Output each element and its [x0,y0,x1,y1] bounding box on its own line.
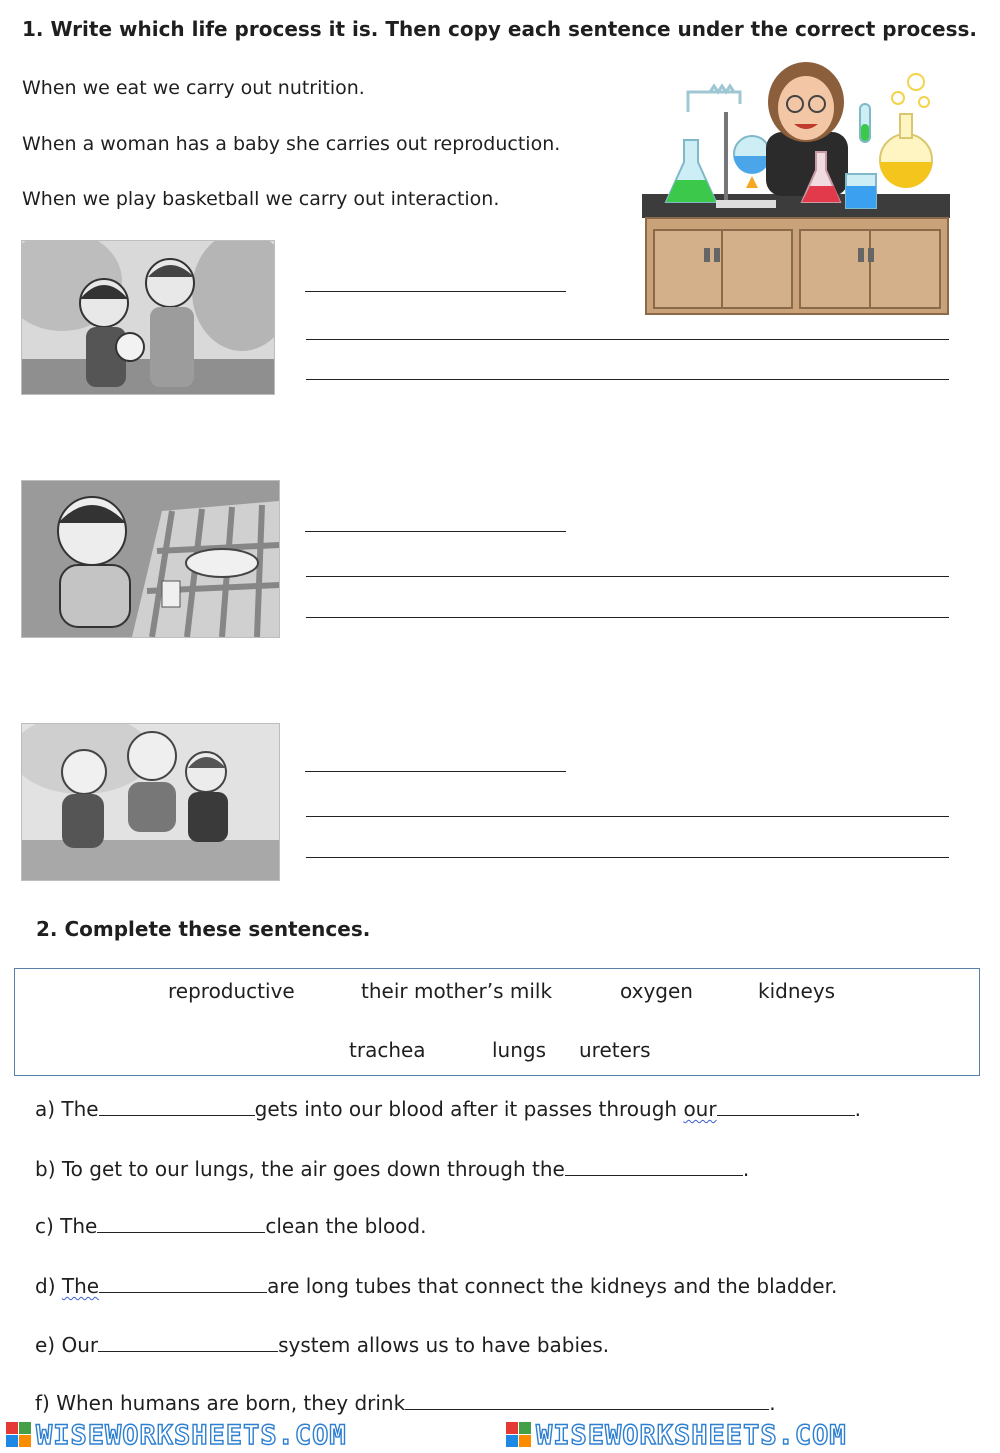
exercise-c-text-end: clean the blood. [265,1214,427,1238]
word-lungs: lungs [492,1038,547,1062]
scientist-lab-illustration [640,52,950,316]
exercise-b-text-end: . [742,1157,750,1181]
exercise-b-text-start: b) To get to our lungs, the air goes down through the [35,1157,565,1181]
exercise-d-word-the: The [61,1274,100,1298]
wise-logo-icon-1 [6,1422,32,1448]
sentence-interaction: When we play basketball we carry out interaction. [22,188,500,210]
exercise-a [35,1095,861,1121]
exercise-d-text-start: d) [35,1274,56,1298]
exercise-e [35,1331,609,1357]
footer-brand-2: WISEWORKSHEETS.COM [536,1420,847,1451]
answer-line-sentence-3b[interactable] [306,857,949,858]
exercise-d-text-end: are long tubes that connect the kidneys and the bladder. [267,1274,838,1298]
answer-line-process-2[interactable] [305,531,566,532]
exercise-e-text-start: e) Our [35,1333,99,1357]
exercise-f-text-start: f) When humans are born, they drink [35,1391,406,1415]
answer-line-sentence-2b[interactable] [306,617,949,618]
word-ureters: ureters [579,1038,651,1062]
answer-line-process-3[interactable] [305,771,566,772]
wise-logo-icon-2 [506,1422,532,1448]
answer-line-sentence-2a[interactable] [306,576,949,577]
exercise-d [35,1272,837,1298]
word-bank [14,968,980,1076]
exercise-e-blank[interactable] [98,1331,278,1352]
exercise-b-blank[interactable] [565,1155,743,1176]
footer-brand-1: WISEWORKSHEETS.COM [36,1420,347,1451]
exercise-a-text-middle: gets into our blood after it passes through [254,1097,678,1121]
answer-line-sentence-3a[interactable] [306,816,949,817]
exercise-f [35,1389,776,1415]
exercise-f-text-end: . [769,1391,776,1415]
exercise-c [35,1212,426,1238]
exercise-c-blank[interactable] [97,1212,265,1233]
exercise-a-blank-2[interactable] [717,1095,855,1116]
word-kidneys: kidneys [758,979,836,1003]
sentence-reproduction: When a woman has a baby she carries out reproduction. [22,133,561,155]
answer-line-sentence-1b[interactable] [306,379,949,380]
word-oxygen: oxygen [620,979,693,1003]
mother-and-child-image [21,240,275,395]
section1-title: 1. Write which life process it is. Then copy each sentence under the correct process. [22,17,978,41]
word-reproductive: reproductive [168,979,295,1003]
word-mothers-milk: their mother’s milk [361,979,553,1003]
answer-line-sentence-1a[interactable] [306,339,949,340]
exercise-a-blank-1[interactable] [99,1095,255,1116]
exercise-b [35,1155,749,1181]
children-playing-image [21,723,280,881]
exercise-f-blank[interactable] [405,1389,769,1410]
exercise-d-blank[interactable] [99,1272,267,1293]
exercise-a-text-end: . [854,1097,861,1121]
exercise-c-text-start: c) The [35,1214,98,1238]
boy-eating-picnic-image [21,480,280,638]
exercise-e-text-end: system allows us to have babies. [278,1333,610,1357]
wiseworksheets-footer [0,1418,1000,1453]
exercise-a-word-our: our [683,1097,717,1121]
exercise-a-text-start: a) The [35,1097,99,1121]
sentence-nutrition: When we eat we carry out nutrition. [22,77,365,99]
section2-title: 2. Complete these sentences. [36,917,371,941]
word-trachea: trachea [349,1038,426,1062]
answer-line-process-1[interactable] [305,291,566,292]
